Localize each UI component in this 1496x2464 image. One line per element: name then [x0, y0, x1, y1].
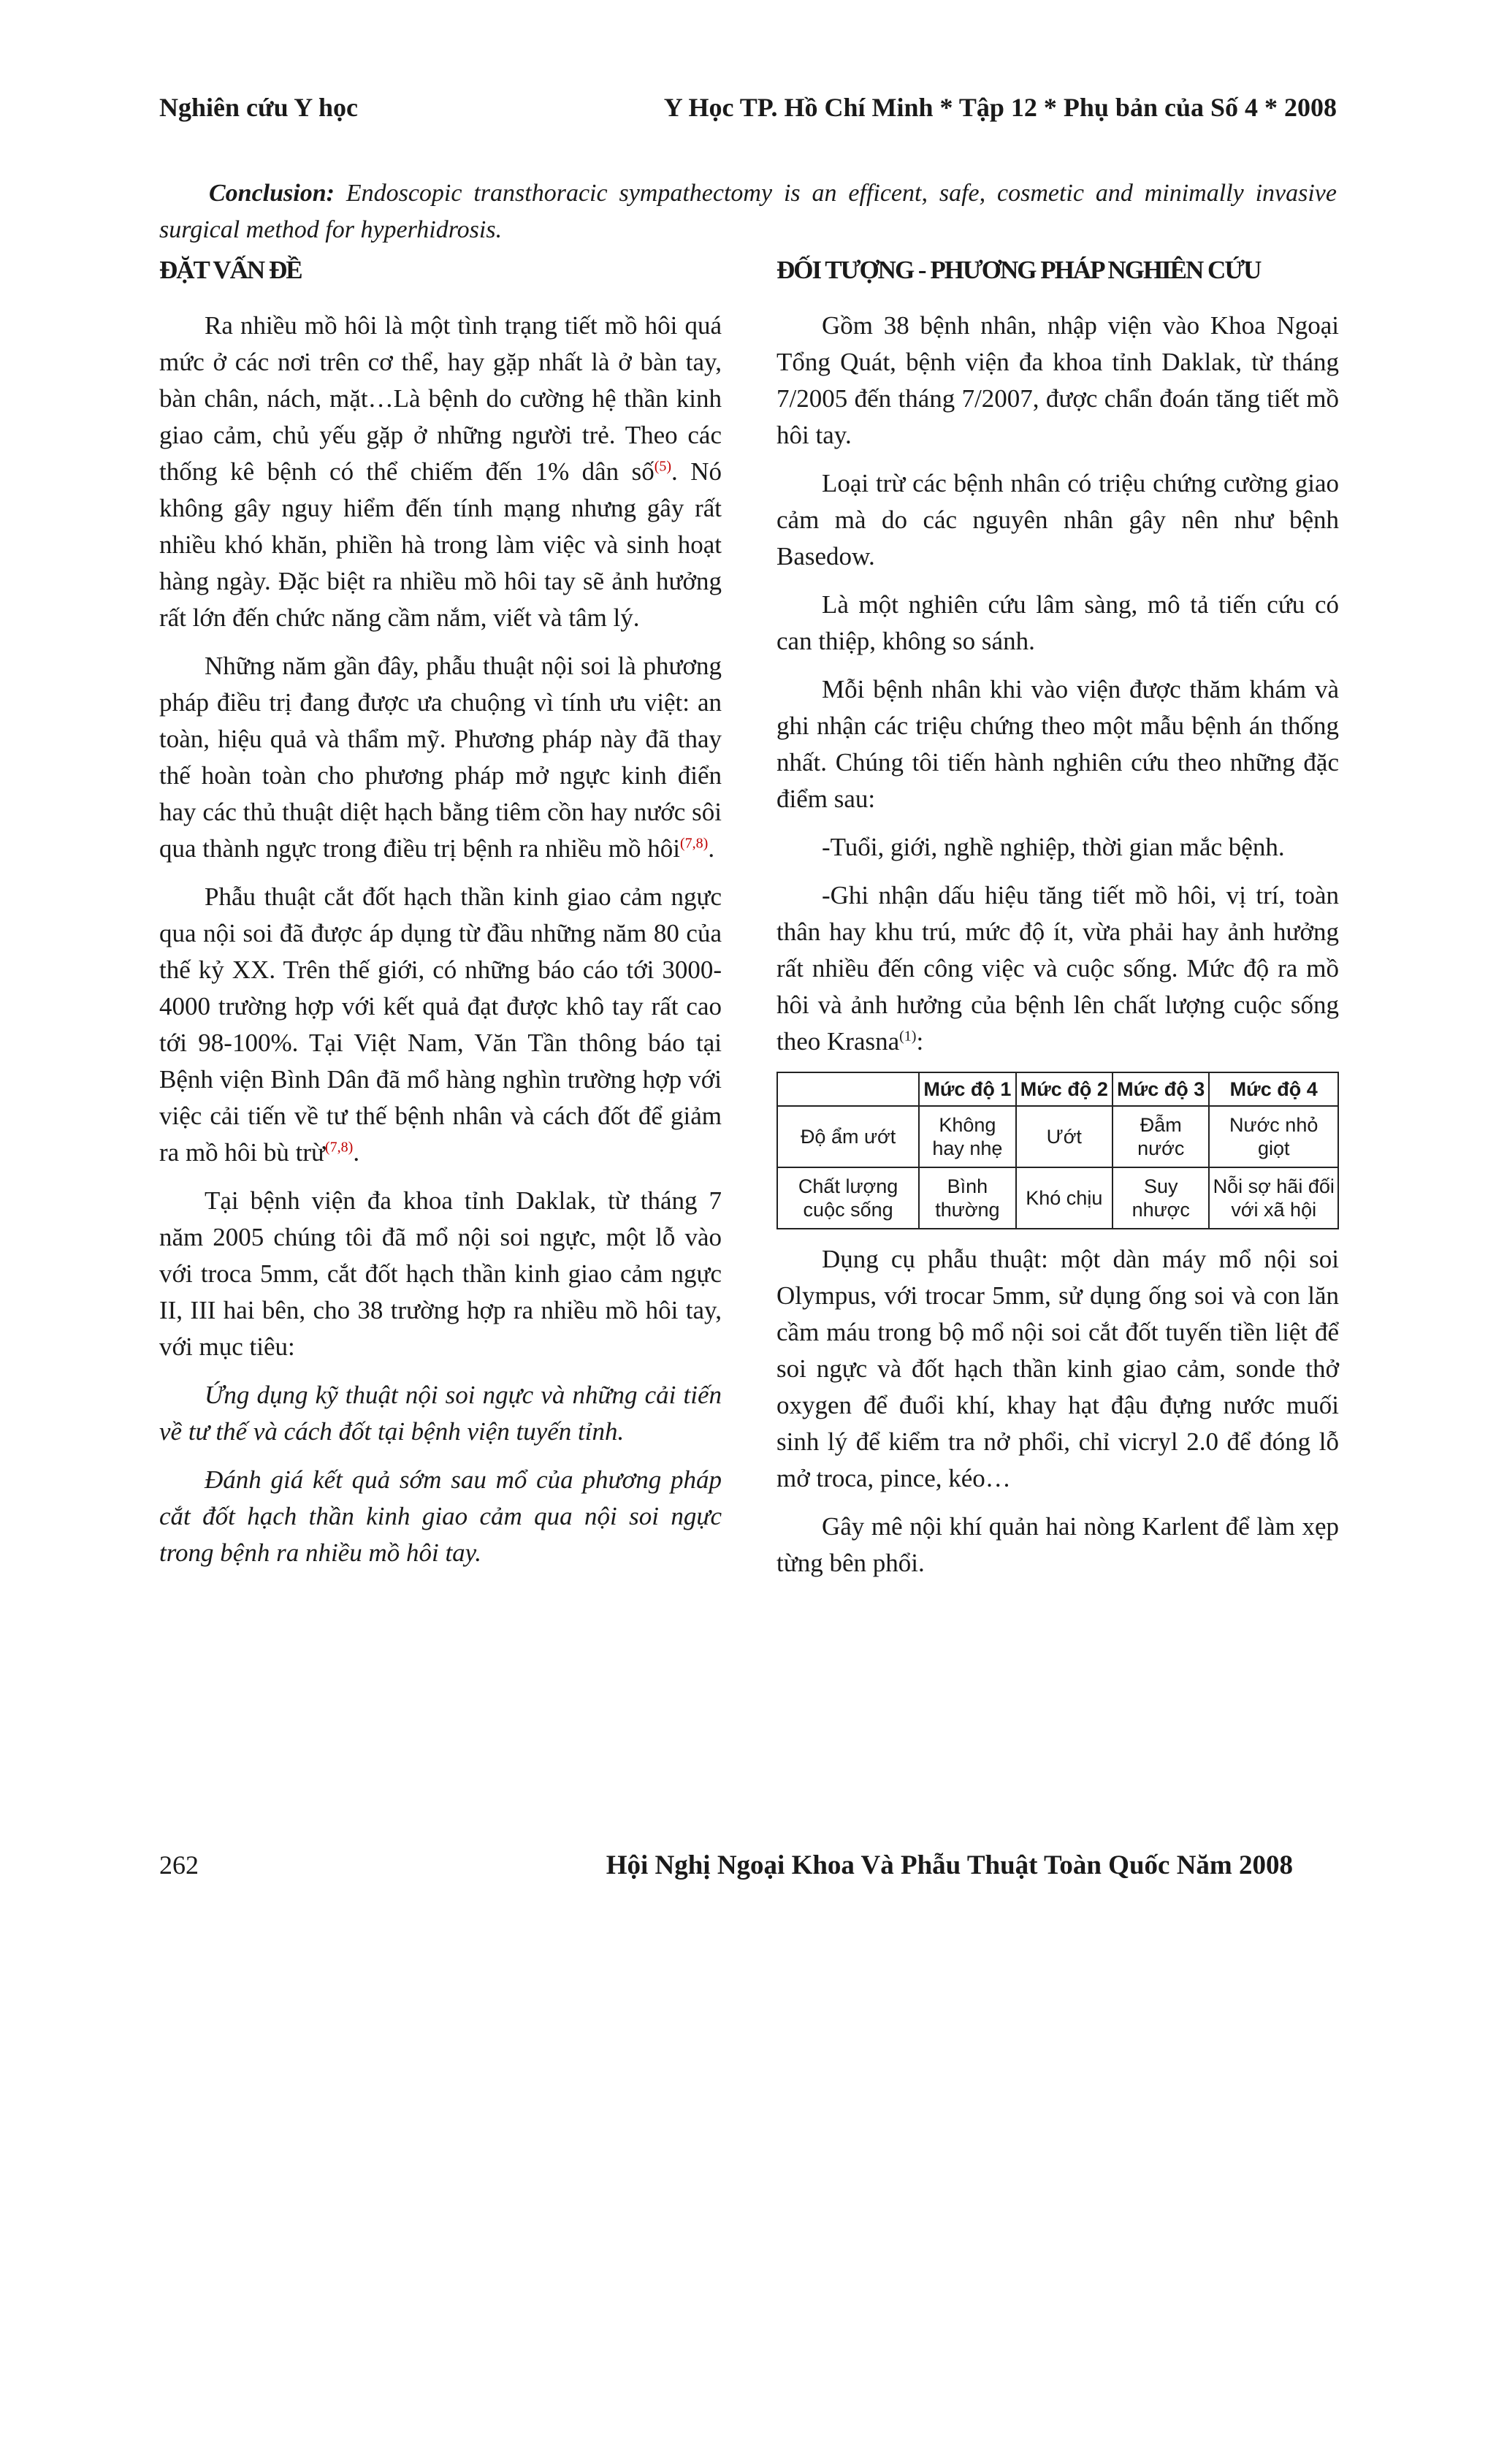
- methods-paragraph-8: Gây mê nội khí quản hai nòng Karlent để làm xẹp từng bên phổi.: [776, 1512, 1339, 1577]
- methods-paragraph-3: Là một nghiên cứu lâm sàng, mô tả tiến cứu có can thiệp, không so sánh.: [776, 590, 1339, 655]
- running-footer-title: Hội Nghị Ngoại Khoa Và Phẫu Thuật Toàn Quốc Năm 2008: [606, 1850, 1293, 1880]
- methods-paragraph-1: Gồm 38 bệnh nhân, nhập viện vào Khoa Ngoại Tổng Quát, bệnh viện đa khoa tỉnh Daklak, từ tháng 7/2005 đến tháng 7/2007, được chẩn đoán tăng tiết mồ hôi tay.: [776, 311, 1339, 449]
- table-header-cell: Mức độ 2: [1016, 1072, 1113, 1106]
- intro-paragraph-1: [159, 308, 722, 636]
- table-cell: Không hay nhẹ: [919, 1106, 1015, 1167]
- intro-p2-text: Những năm gần đây, phẫu thuật nội soi là phương pháp điều trị đang được ưa chuộng vì tính ưu việt: an toàn, hiệu quả và thẩm mỹ. Phương pháp này đã thay thế hoàn toàn cho phương pháp mở ngực kinh điển hay các thủ thuật diệt hạch bằng tiêm cồn hay nước sôi qua thành ngực trong điều trị bệnh ra nhiều mồ hôi: [159, 652, 722, 863]
- right-column: [776, 252, 1339, 1593]
- table-header-cell: [777, 1072, 919, 1106]
- objective-1: Ứng dụng kỹ thuật nội soi ngực và những cải tiến về tư thế và cách đốt tại bệnh viện tuyến tỉnh.: [159, 1381, 722, 1446]
- methods-paragraph-6: [776, 877, 1339, 1060]
- section-heading-introduction: ĐẶT VẤN ĐỀ: [159, 256, 302, 284]
- intro-p1-text: Ra nhiều mồ hôi là một tình trạng tiết mồ hôi quá mức ở các nơi trên cơ thể, hay gặp nhất là ở bàn tay, bàn chân, nách, mặt…Là bệnh do cường hệ thần kinh giao cảm, chủ yếu gặp ở những người trẻ. Theo các thống kê bệnh có thể chiếm đến 1% dân số: [159, 311, 722, 486]
- table-cell: Nỗi sợ hãi đối với xã hội: [1209, 1167, 1338, 1229]
- running-header-right: Y Học TP. Hồ Chí Minh * Tập 12 * Phụ bản của Số 4 * 2008: [663, 93, 1337, 122]
- table-header-cell: Mức độ 1: [919, 1072, 1015, 1106]
- intro-p2-text-cont: .: [708, 834, 715, 863]
- table-row: [777, 1106, 1338, 1167]
- page-number: 262: [159, 1850, 199, 1880]
- table-header-cell: Mức độ 3: [1113, 1072, 1209, 1106]
- methods-paragraph-4: Mỗi bệnh nhân khi vào viện được thăm khám và ghi nhận các triệu chứng theo một mẫu bệnh án thống nhất. Chúng tôi tiến hành nghiên cứu theo những đặc điểm sau:: [776, 675, 1339, 813]
- left-column: [159, 252, 722, 1583]
- table-cell: Đẫm nước: [1113, 1106, 1209, 1167]
- citation-ref: (1): [899, 1028, 917, 1045]
- table-cell: Chất lượng cuộc sống: [777, 1167, 919, 1229]
- conclusion-text: Endoscopic transthoracic sympathectomy is an efficent, safe, cosmetic and minimally invasive surgical method for hyperhidrosis.: [159, 180, 1337, 243]
- krasna-severity-table: [776, 1072, 1339, 1229]
- abstract-conclusion: [159, 175, 1337, 248]
- citation-ref: (7,8): [325, 1139, 354, 1156]
- intro-paragraph-4: Tại bệnh viện đa khoa tỉnh Daklak, từ tháng 7 năm 2005 chúng tôi đã mổ nội soi ngực, một lỗ vào với troca 5mm, cắt đốt hạch thần kinh giao cảm ngực II, III hai bên, cho 38 trường hợp ra nhiều mồ hôi tay, với mục tiêu:: [159, 1186, 722, 1361]
- running-header-left: Nghiên cứu Y học: [159, 93, 358, 122]
- objective-2: Đánh giá kết quả sớm sau mổ của phương pháp cắt đốt hạch thần kinh giao cảm qua nội soi ngực trong bệnh ra nhiều mồ hôi tay.: [159, 1465, 722, 1567]
- table-cell: Ướt: [1016, 1106, 1113, 1167]
- methods-p6-text: -Ghi nhận dấu hiệu tăng tiết mồ hôi, vị trí, toàn thân hay khu trú, mức độ ít, vừa phải hay ảnh hưởng rất nhiều đến công việc và cuộc sống. Mức độ ra mồ hôi và ảnh hưởng của bệnh lên chất lượng cuộc sống theo Krasna: [776, 881, 1339, 1056]
- table-cell: Khó chịu: [1016, 1167, 1113, 1229]
- table-cell: Nước nhỏ giọt: [1209, 1106, 1338, 1167]
- intro-p3-text-cont: .: [353, 1138, 360, 1167]
- intro-p3-text: Phẫu thuật cắt đốt hạch thần kinh giao cảm ngực qua nội soi đã được áp dụng từ đầu những năm 80 của thế kỷ XX. Trên thế giới, có những báo cáo tới 3000-4000 trường hợp với kết quả đạt được khô tay rất cao tới 98-100%. Tại Việt Nam, Văn Tần thông báo tại Bệnh viện Bình Dân đã mổ hàng nghìn trường hợp với việc cải tiến về tư thế bệnh nhân và cách đốt để giảm ra mồ hôi bù trừ: [159, 882, 722, 1167]
- methods-p6-text-cont: :: [916, 1027, 924, 1056]
- table-header-row: [777, 1072, 1338, 1106]
- table-cell: Suy nhược: [1113, 1167, 1209, 1229]
- citation-ref: (5): [654, 458, 672, 475]
- table-cell: Bình thường: [919, 1167, 1015, 1229]
- table-cell: Độ ẩm ướt: [777, 1106, 919, 1167]
- intro-paragraph-2: [159, 648, 722, 867]
- methods-paragraph-2: Loại trừ các bệnh nhân có triệu chứng cường giao cảm mà do các nguyên nhân gây nên như bệnh Basedow.: [776, 469, 1339, 571]
- intro-p1-text-cont: . Nó không gây nguy hiểm đến tính mạng nhưng gây rất nhiều khó khăn, phiền hà trong làm việc và sinh hoạt hàng ngày. Đặc biệt ra nhiều mồ hôi tay sẽ ảnh hưởng rất lớn đến chức năng cầm nắm, viết và tâm lý.: [159, 457, 722, 632]
- table-row: [777, 1167, 1338, 1229]
- conclusion-label: Conclusion:: [209, 180, 335, 207]
- methods-paragraph-5: -Tuổi, giới, nghề nghiệp, thời gian mắc bệnh.: [822, 833, 1285, 861]
- citation-ref: (7,8): [679, 835, 709, 852]
- methods-paragraph-7: Dụng cụ phẫu thuật: một dàn máy mổ nội soi Olympus, với trocar 5mm, sử dụng ống soi và con lăn cầm máu trong bộ mổ nội soi cắt đốt tuyến tiền liệt để soi ngực và đốt hạch thần kinh giao cảm, sonde thở oxygen để đuổi khí, khay hạt đậu đựng nước muối sinh lý để kiểm tra nở phổi, chỉ vicryl 2.0 để đóng lỗ mở troca, pince, kéo…: [776, 1245, 1339, 1492]
- section-heading-methods: ĐỐI TƯỢNG - PHƯƠNG PHÁP NGHIÊN CỨU: [776, 256, 1261, 284]
- table-header-cell: Mức độ 4: [1209, 1072, 1338, 1106]
- intro-paragraph-3: [159, 879, 722, 1171]
